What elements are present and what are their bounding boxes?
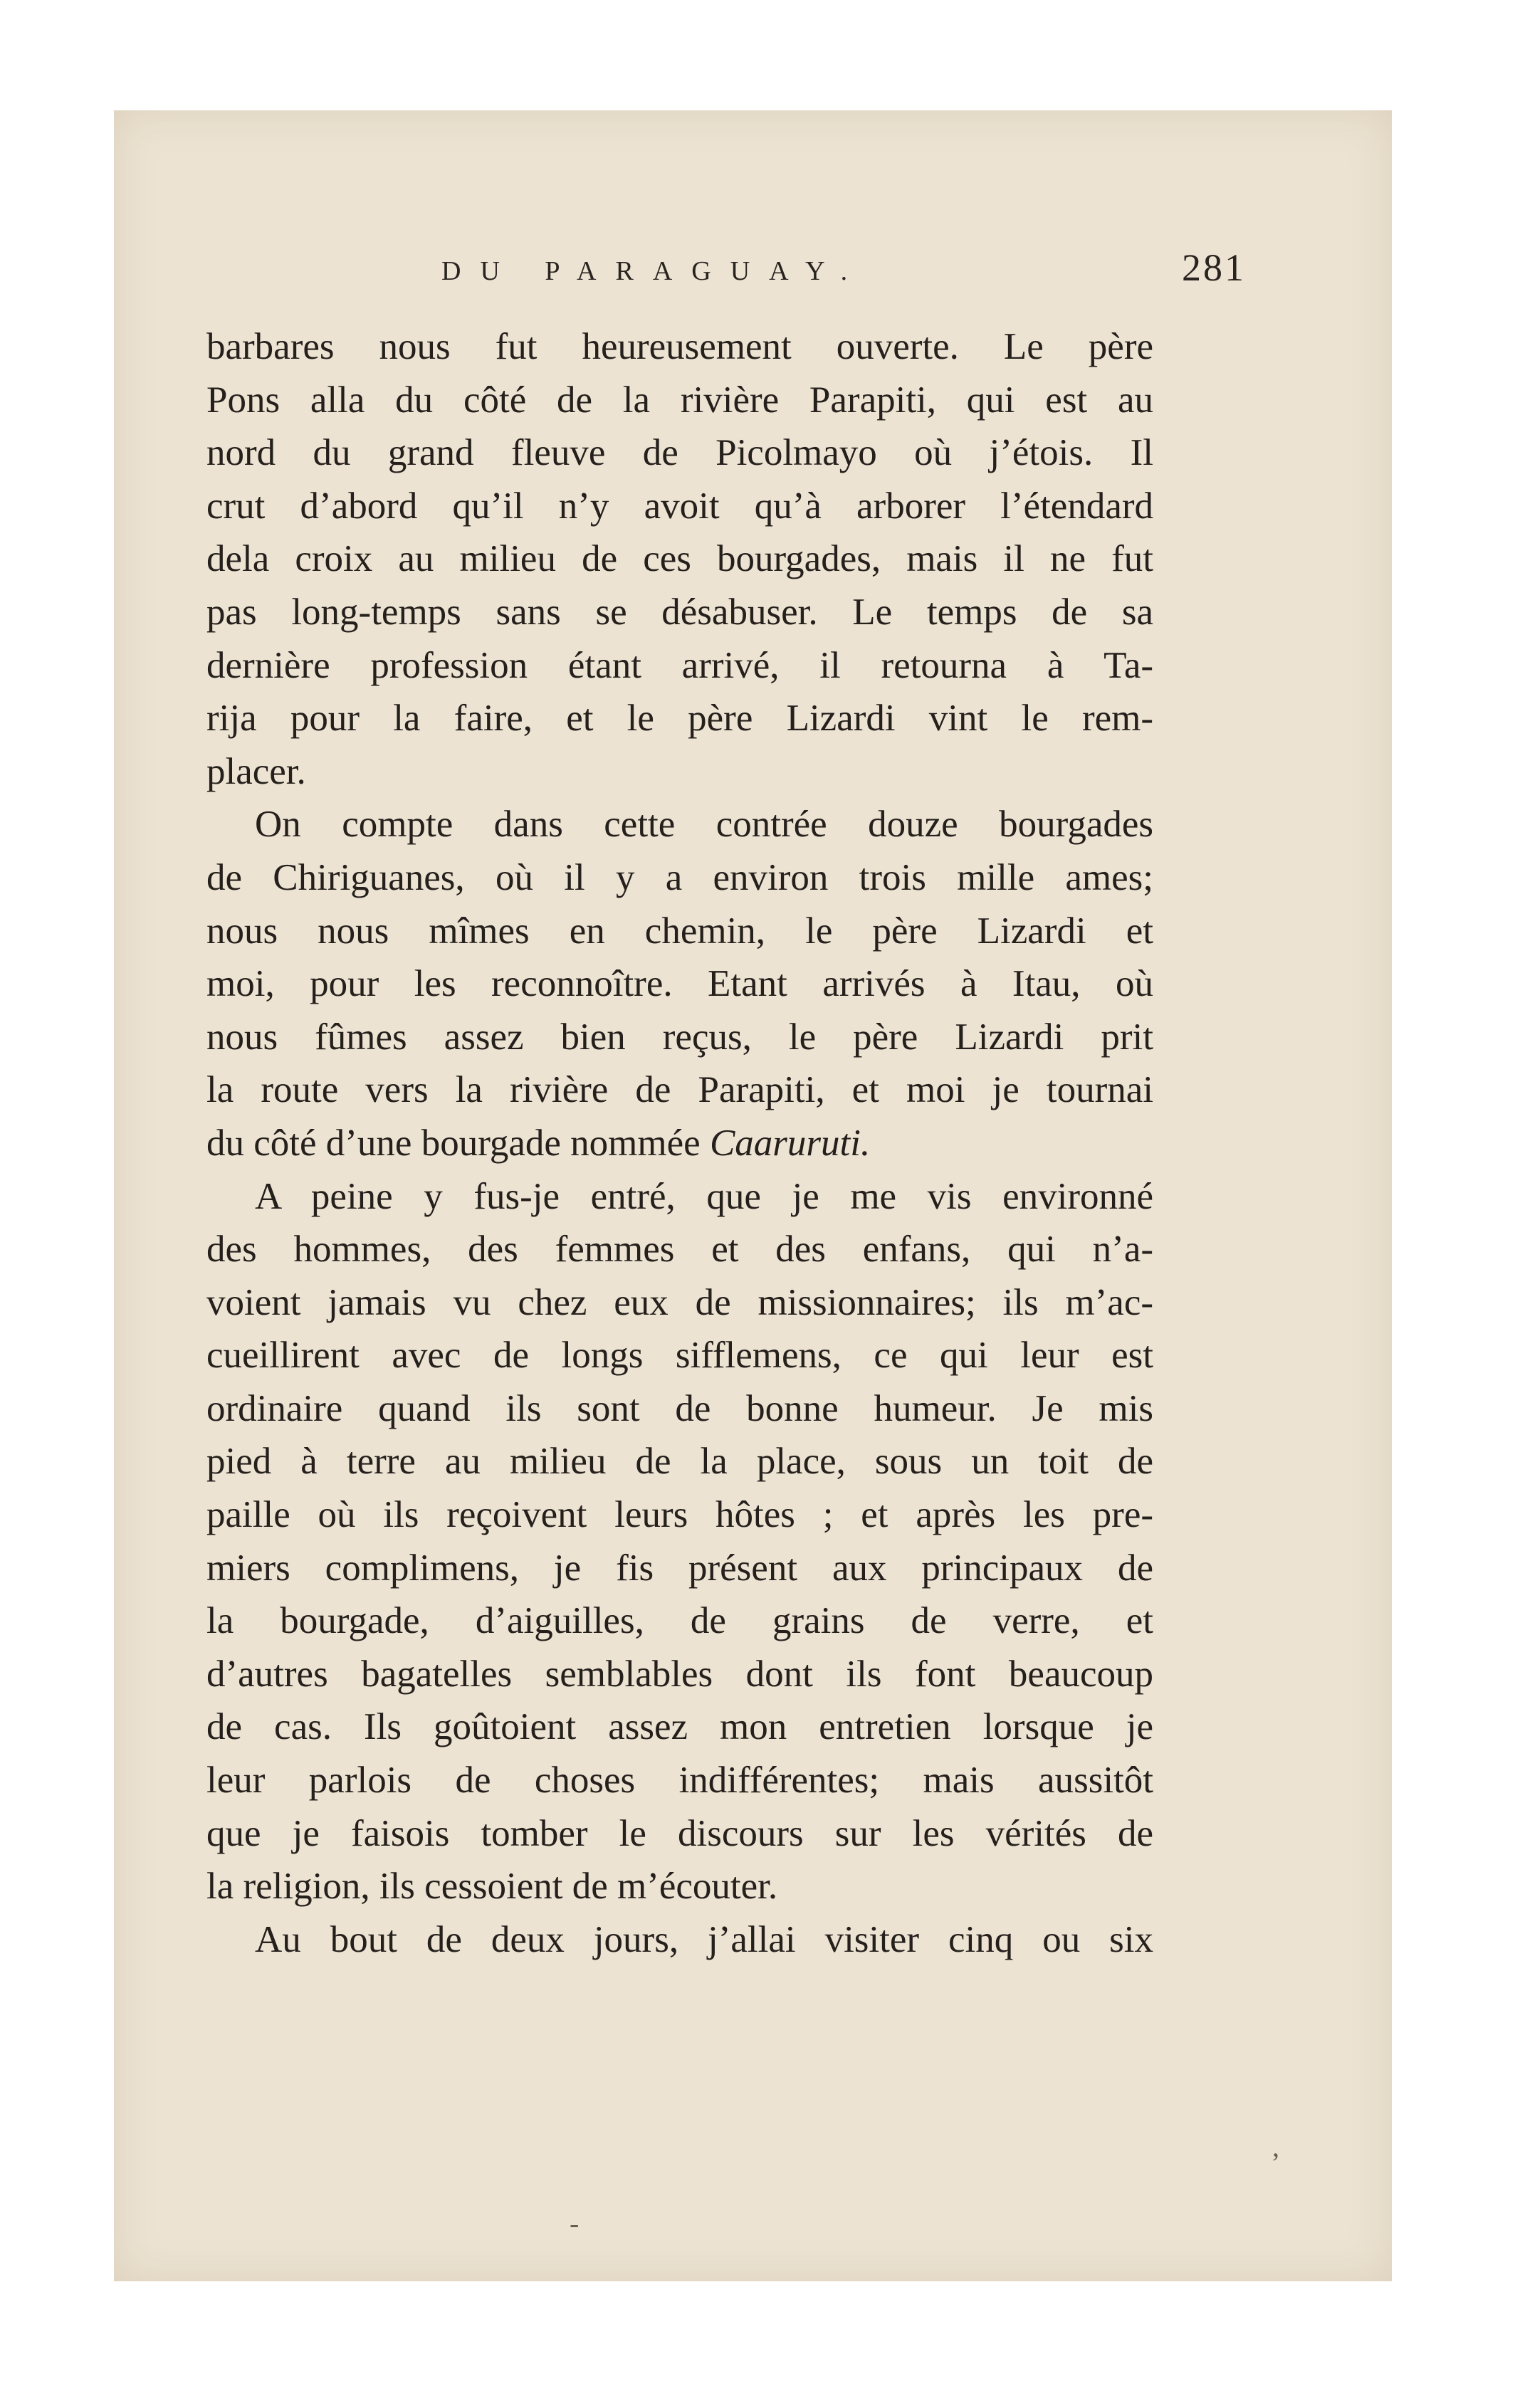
text-line: la religion, ils cessoient de m’écouter. (206, 1866, 778, 1908)
text-line: des hommes, des femmes et des enfans, qui n’a- (206, 1229, 1153, 1271)
text-line: miers complimens, je fis présent aux principaux de (206, 1547, 1153, 1589)
text-line: ordinaire quand ils sont de bonne humeur. Je mis (206, 1387, 1153, 1429)
text-line: pas long-temps sans se désabuser. Le temps de sa (206, 591, 1153, 633)
page-number: 281 (1182, 246, 1246, 289)
text-line: dernière profession étant arrivé, il retourna à Ta- (206, 644, 1153, 686)
text-line: d’autres bagatelles semblables dont ils font beaucoup (206, 1653, 1153, 1695)
text-line: nord du grand fleuve de Picolmayo où j’étois. Il (206, 432, 1153, 474)
page-speck: - (570, 2207, 580, 2239)
text-line (206, 1117, 1153, 1170)
text-line: pied à terre au milieu de la place, sous un toit de (206, 1441, 1153, 1483)
body-text (206, 320, 1153, 1966)
paragraph-2 (206, 798, 1153, 1169)
text-line: cueillirent avec de longs sifflemens, ce qui leur est (206, 1335, 1153, 1377)
text-line: leur parlois de choses indifférentes; mais aussitôt (206, 1760, 1153, 1802)
paragraph-1 (206, 320, 1153, 798)
text-line: Pons alla du côté de la rivière Parapiti, qui est au (206, 379, 1153, 421)
text-line: A peine y fus-je entré, que je me vis environné (255, 1175, 1153, 1217)
text-line: placer. (206, 750, 306, 792)
text-line: paille où ils reçoivent leurs hôtes ; et après les pre- (206, 1494, 1153, 1536)
text-line: que je faisois tomber le discours sur les vérités de (206, 1812, 1153, 1854)
text-line: de cas. Ils goûtoient assez mon entretien lorsque je (206, 1706, 1153, 1748)
paragraph-3 (206, 1170, 1153, 1913)
italic-place-name: Caaruruti. (709, 1122, 871, 1164)
text-line: crut d’abord qu’il n’y avoit qu’à arborer l’étendard (206, 485, 1153, 527)
text-line: dela croix au milieu de ces bourgades, mais il ne fut (206, 538, 1153, 580)
text-line: moi, pour les reconnoître. Etant arrivés à Itau, où (206, 963, 1153, 1005)
text-line: On compte dans cette contrée douze bourgades (255, 804, 1153, 846)
running-title: DU PARAGUAY. (441, 256, 867, 286)
text-line: la bourgade, d’aiguilles, de grains de verre, et (206, 1600, 1153, 1642)
text-line: rija pour la faire, et le père Lizardi vint le rem- (206, 698, 1153, 740)
page-header (441, 246, 1246, 295)
text-line: nous fûmes assez bien reçus, le père Lizardi prit (206, 1016, 1153, 1058)
paragraph-4 (206, 1913, 1153, 1967)
book-page (114, 110, 1392, 2281)
text-line: de Chiriguanes, où il y a environ trois mille ames; (206, 856, 1153, 898)
text-line: nous nous mîmes en chemin, le père Lizardi et (206, 910, 1153, 952)
text-line: la route vers la rivière de Parapiti, et moi je tournai (206, 1069, 1153, 1111)
text-line: voient jamais vu chez eux de missionnaires; ils m’ac- (206, 1281, 1153, 1323)
page-speck: ’ (1271, 2147, 1281, 2179)
text-line: Au bout de deux jours, j’allai visiter cinq ou six (255, 1918, 1153, 1960)
text-line: barbares nous fut heureusement ouverte. Le père (206, 326, 1153, 367)
text-segment: du côté d’une bourgade nommée (206, 1122, 701, 1164)
